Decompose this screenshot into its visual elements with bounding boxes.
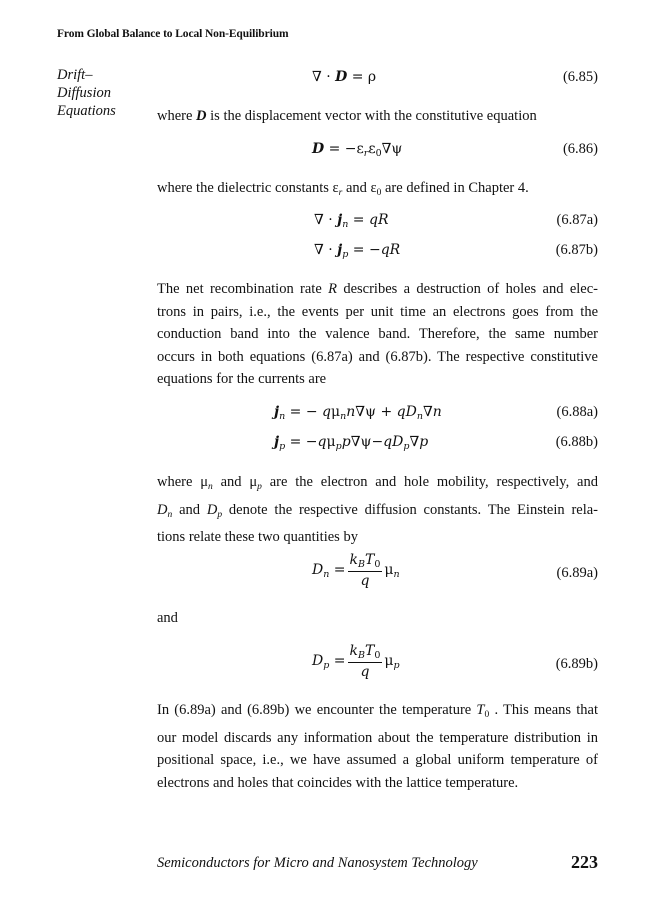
text-line: electrons and holes that coincides with the lattice temperature. — [157, 774, 519, 791]
equation-6-86 — [157, 141, 598, 163]
equation-6-85 — [157, 69, 598, 91]
equation-number: (6.85) — [562, 69, 598, 85]
text-line: positional space, i.e., we have assumed a global uniform temperature of — [157, 752, 598, 769]
text-line: equations for the currents are — [157, 371, 327, 388]
text-line: tions relate these two quantities by — [157, 529, 358, 546]
eq-text: qR — [380, 242, 401, 258]
paragraph-1 — [157, 105, 598, 128]
side-heading-line: Equations — [57, 103, 116, 119]
paragraph-2 — [157, 177, 598, 205]
text-line: where the dielectric constants $\varepsilon_r$ and $\varepsilon_0$ are defined in Chapter 4. — [157, 180, 529, 198]
paragraph-3 — [157, 278, 598, 391]
paragraph-and — [157, 607, 598, 630]
text-line: conduction band into the valence band. Therefore, the same number — [157, 326, 598, 343]
equation-6-88b: $j_p = -q\mu_pp\nabla\psi-qD_p\nabla p$ (6.88b) — [274, 434, 598, 452]
eq-text: p — [342, 249, 349, 260]
eq-text: 0 — [375, 148, 382, 159]
eq-text: = — [348, 212, 369, 228]
eq-text: = −ε — [324, 141, 364, 157]
eq-text: n — [342, 219, 349, 230]
eq-text: D — [312, 141, 325, 157]
text-line: The net recombination rate R describes a destruction of holes and elec- — [157, 281, 598, 297]
equation-6-89a: $D_n$ = $\frac{k_BT_0}{q}$ $\mu_n$ (6.89a) — [312, 552, 598, 589]
running-head: From Global Balance to Local Non-Equilibrium — [57, 28, 289, 40]
footer-book-title: Semiconductors for Micro and Nanosystem Technology — [157, 855, 478, 871]
equation-number: (6.87a) — [556, 212, 598, 228]
equation-number: (6.88a) — [556, 404, 598, 420]
text-line: $D_n$ and $D_p$ denote the respective diffusion constants. The Einstein rela- — [157, 501, 598, 520]
text-line: trons in pairs, i.e., the events per unit time an electrons goes from the — [157, 303, 598, 320]
text-line: and — [157, 610, 178, 626]
eq-text: ∇ · — [314, 212, 333, 228]
equation-number: (6.89a) — [556, 565, 598, 581]
text-line: In (6.89a) and (6.89b) we encounter the temperature $T_0$ . This means that — [157, 702, 598, 720]
text-line: occurs in both equations (6.87a) and (6.87b). The respective constitutive — [157, 348, 598, 365]
text-line: where $\mu_n$ and $\mu_p$ are the electron and hole mobility, respectively, and — [157, 474, 598, 492]
eq-text: = ρ — [347, 69, 377, 85]
eq-text: ∇ · — [312, 69, 331, 85]
eq-text: j — [337, 212, 343, 228]
eq-text: qR — [368, 212, 389, 228]
equation-6-87b — [157, 242, 598, 264]
equation-number: (6.88b) — [555, 434, 598, 450]
equation-6-88a: $j_n$ = − $q\mu_nn\nabla\psi + qD_n\nabla n$ (6.88a) — [274, 404, 598, 422]
eq-text: D — [335, 69, 348, 85]
eq-text: j — [337, 242, 343, 258]
eq-text: ∇ · — [314, 242, 333, 258]
page-number: 223 — [571, 852, 598, 872]
side-heading-line: Diffusion — [57, 85, 111, 101]
paragraph-4 — [157, 471, 598, 549]
side-heading-line: Drift– — [57, 67, 93, 83]
text-line: our model discards any information about the temperature distribution in — [157, 729, 598, 746]
equation-6-89b: $D_p$ = $\frac{k_BT_0}{q}$ $\mu_p$ (6.89b) — [312, 643, 598, 680]
eq-text: ε — [368, 141, 376, 157]
eq-text: r — [363, 148, 369, 159]
text-line: where D is the displacement vector with the constitutive equation — [157, 108, 537, 124]
section-side-heading — [57, 66, 147, 120]
paragraph-5 — [157, 699, 598, 794]
equation-6-87a — [157, 212, 598, 234]
equation-number: (6.87b) — [555, 242, 598, 258]
eq-text: = − — [348, 242, 381, 258]
eq-text: ∇ψ — [381, 141, 403, 157]
equation-number: (6.89b) — [555, 656, 598, 672]
equation-number: (6.86) — [562, 141, 598, 157]
